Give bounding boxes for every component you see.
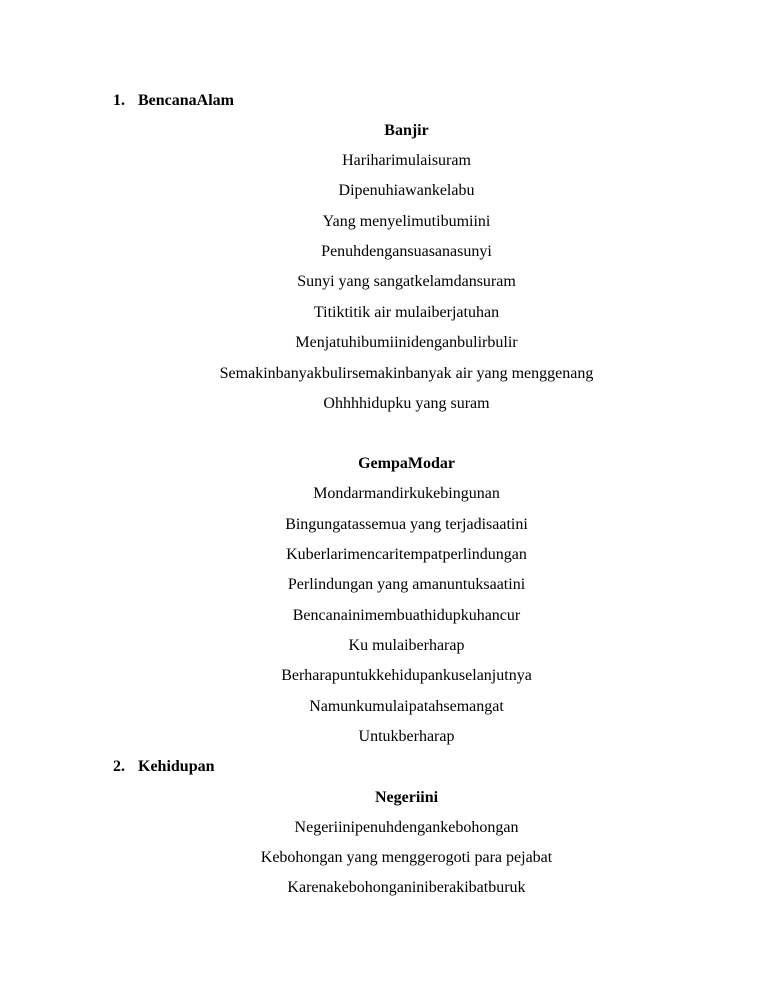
poem-line: Hariharimulaisuram xyxy=(342,152,471,169)
poem-line: Namunkumulaipatahsemangat xyxy=(309,698,504,715)
poem-title-negeriini: Negeriini xyxy=(374,789,439,806)
poem-line: Untukberharap xyxy=(358,728,455,745)
poem-line: Semakinbanyakbulirsemakinbanyak air yang menggenang xyxy=(219,365,594,382)
section-number: 2. xyxy=(113,758,125,775)
poem-title-gempa-modar: GempaModar xyxy=(358,455,455,472)
section-number: 1. xyxy=(113,92,125,109)
poem-line: Dipenuhiawankelabu xyxy=(338,182,475,199)
poem-line: Bencanainimembuathidupkuhancur xyxy=(292,607,521,624)
poem-line: Karenakebohonganiniberakibatburuk xyxy=(287,879,526,896)
poem-line: Titiktitik air mulaiberjatuhan xyxy=(313,304,500,321)
poem-line: Negeriinipenuhdengankebohongan xyxy=(294,819,519,836)
poem-line: Menjatuhibumiinidenganbulirbulir xyxy=(295,334,518,351)
section-heading-kehidupan xyxy=(113,757,214,777)
poem-line: Kuberlarimencaritempatperlindungan xyxy=(286,546,527,563)
poem-line: Ohhhhidupku yang suram xyxy=(323,395,490,412)
poem-line: Penuhdengansuasanasunyi xyxy=(321,243,492,260)
poem-title-banjir: Banjir xyxy=(384,122,429,139)
section-heading-bencana-alam xyxy=(113,91,234,111)
poem-line: Kebohongan yang menggerogoti para pejabat xyxy=(260,849,553,866)
poem-line: Sunyi yang sangatkelamdansuram xyxy=(297,273,516,290)
poem-line: Bingungatassemua yang terjadisaatini xyxy=(285,516,528,533)
poem-line: Mondarmandirkukebingunan xyxy=(313,485,500,502)
poem-line: Yang menyelimutibumiini xyxy=(322,213,491,230)
poem-line: Perlindungan yang amanuntuksaatini xyxy=(287,576,526,593)
poem-line: Ku mulaiberharap xyxy=(348,637,465,654)
poem-line: Berharapuntukkehidupankuselanjutnya xyxy=(281,667,532,684)
section-title: Kehidupan xyxy=(138,758,215,775)
section-title: BencanaAlam xyxy=(138,92,234,109)
